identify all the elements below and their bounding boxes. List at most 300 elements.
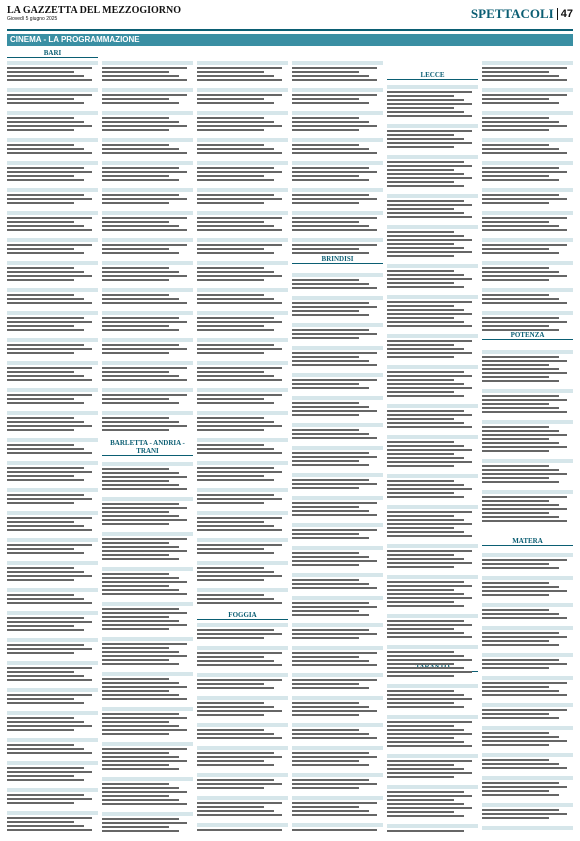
listing-line-placeholder — [197, 325, 264, 327]
cinema-name-placeholder — [482, 576, 573, 580]
listing-line-placeholder — [102, 480, 169, 482]
listing-line-placeholder — [292, 506, 359, 508]
listing-line-placeholder — [387, 480, 454, 482]
listing-line-placeholder — [102, 375, 179, 377]
listing-line-placeholder — [197, 602, 282, 604]
listing-line-placeholder — [197, 179, 274, 181]
cinema-name-placeholder — [387, 474, 478, 478]
listing-line-placeholder — [7, 475, 74, 477]
cinema-name-placeholder — [7, 688, 98, 692]
listing-line-placeholder — [102, 221, 169, 223]
listing-line-placeholder — [102, 616, 169, 618]
listing-line-placeholder — [482, 229, 567, 231]
listing-line-placeholder — [102, 830, 179, 832]
listing-line-placeholder — [387, 741, 464, 743]
cinema-name-placeholder — [482, 553, 573, 557]
listing-line-placeholder — [292, 614, 369, 616]
listing-line-placeholder — [482, 356, 559, 358]
listing-line-placeholder — [197, 479, 274, 481]
listing-line-placeholder — [387, 418, 454, 420]
listing-line-placeholder — [387, 449, 472, 451]
listing-line-placeholder — [387, 239, 472, 241]
cinema-name-placeholder — [387, 295, 478, 299]
listing-line-placeholder — [7, 467, 84, 469]
listing-line-placeholder — [7, 548, 74, 550]
listing-line-placeholder — [387, 348, 464, 350]
listing-line-placeholder — [292, 102, 369, 104]
listing-line-placeholder — [7, 167, 84, 169]
listing-line-placeholder — [292, 387, 369, 389]
listing-line-placeholder — [482, 794, 559, 796]
listing-line-placeholder — [102, 476, 187, 478]
listing-line-placeholder — [102, 651, 179, 653]
listing-line-placeholder — [7, 121, 84, 123]
cinema-name-placeholder — [197, 773, 288, 777]
listing-line-placeholder — [482, 202, 549, 204]
listing-line-placeholder — [387, 511, 472, 513]
listing-line-placeholder — [102, 752, 169, 754]
listing-line-placeholder — [197, 806, 264, 808]
listing-line-placeholder — [387, 799, 454, 801]
listing-line-placeholder — [482, 244, 567, 246]
city-heading-brindisi: BRINDISI — [292, 255, 383, 264]
cinema-name-placeholder — [387, 824, 478, 828]
listing-line-placeholder — [102, 244, 187, 246]
listing-line-placeholder — [102, 175, 169, 177]
listing-line-placeholder — [482, 376, 549, 378]
cinema-name-placeholder — [482, 603, 573, 607]
listing-line-placeholder — [102, 417, 169, 419]
cinema-name-placeholder — [102, 311, 193, 315]
listing-line-placeholder — [292, 117, 359, 119]
listing-line-placeholder — [292, 79, 377, 81]
cinema-name-placeholder — [197, 696, 288, 700]
listing-line-placeholder — [482, 248, 549, 250]
cinema-name-placeholder — [197, 823, 288, 827]
listing-line-placeholder — [482, 817, 549, 819]
listing-line-placeholder — [387, 107, 454, 109]
listing-line-placeholder — [292, 202, 359, 204]
listing-line-placeholder — [387, 566, 454, 568]
cinema-name-placeholder — [197, 88, 288, 92]
listing-line-placeholder — [292, 510, 369, 512]
listing-line-placeholder — [102, 713, 179, 715]
cinema-name-placeholder — [102, 812, 193, 816]
listing-line-placeholder — [197, 714, 264, 716]
listing-line-placeholder — [482, 144, 549, 146]
listing-line-placeholder — [102, 488, 187, 490]
cinema-name-placeholder — [7, 411, 98, 415]
listing-line-placeholder — [197, 125, 282, 127]
listing-line-placeholder — [7, 94, 92, 96]
listing-line-placeholder — [387, 550, 472, 552]
listing-line-placeholder — [482, 442, 559, 444]
listing-line-placeholder — [482, 364, 549, 366]
listing-line-placeholder — [102, 225, 179, 227]
listing-line-placeholder — [292, 144, 359, 146]
cinema-name-placeholder — [7, 811, 98, 815]
listing-line-placeholder — [292, 352, 377, 354]
listing-line-placeholder — [197, 402, 274, 404]
listing-line-placeholder — [102, 519, 187, 521]
listing-line-placeholder — [387, 632, 464, 634]
listing-line-placeholder — [482, 117, 549, 119]
listing-line-placeholder — [102, 429, 169, 431]
listing-line-placeholder — [102, 643, 187, 645]
listing-line-placeholder — [102, 803, 187, 805]
listing-line-placeholder — [102, 717, 187, 719]
listing-line-placeholder — [7, 275, 92, 277]
listing-line-placeholder — [7, 598, 84, 600]
listing-line-placeholder — [482, 329, 559, 331]
listing-line-placeholder — [292, 221, 359, 223]
listing-line-placeholder — [7, 675, 84, 677]
listing-line-placeholder — [482, 759, 549, 761]
listing-line-placeholder — [7, 71, 74, 73]
listing-line-placeholder — [387, 811, 454, 813]
listing-line-placeholder — [292, 456, 377, 458]
listing-line-placeholder — [102, 194, 179, 196]
listing-line-placeholder — [482, 786, 567, 788]
cinema-name-placeholder — [292, 346, 383, 350]
listing-line-placeholder — [387, 255, 454, 257]
listing-line-placeholder — [482, 179, 559, 181]
listing-line-placeholder — [482, 732, 549, 734]
listing-line-placeholder — [482, 426, 549, 428]
listing-line-placeholder — [482, 198, 567, 200]
cinema-name-placeholder — [102, 532, 193, 536]
listing-line-placeholder — [387, 776, 454, 778]
cinema-name-placeholder — [292, 823, 383, 827]
cinema-name-placeholder — [292, 188, 383, 192]
cinema-name-placeholder — [102, 388, 193, 392]
listing-line-placeholder — [102, 367, 187, 369]
listing-line-placeholder — [387, 585, 472, 587]
listing-line-placeholder — [482, 617, 567, 619]
listing-line-placeholder — [102, 302, 187, 304]
listing-line-placeholder — [7, 394, 92, 396]
cinema-name-placeholder — [197, 288, 288, 292]
listing-line-placeholder — [482, 504, 559, 506]
listing-line-placeholder — [482, 321, 567, 323]
listing-line-placeholder — [387, 173, 464, 175]
listing-line-placeholder — [7, 329, 84, 331]
listing-line-placeholder — [102, 791, 187, 793]
listing-line-placeholder — [102, 248, 169, 250]
listing-line-placeholder — [7, 821, 74, 823]
listing-line-placeholder — [7, 621, 92, 623]
listing-line-placeholder — [482, 395, 559, 397]
listing-line-placeholder — [7, 179, 84, 181]
listing-line-placeholder — [482, 372, 567, 374]
cinema-name-placeholder — [7, 211, 98, 215]
listing-line-placeholder — [7, 521, 74, 523]
listing-line-placeholder — [292, 67, 377, 69]
listing-line-placeholder — [387, 620, 464, 622]
listing-line-placeholder — [197, 329, 274, 331]
listing-line-placeholder — [7, 452, 92, 454]
cinema-name-placeholder — [482, 490, 573, 494]
listing-line-placeholder — [197, 729, 264, 731]
listing-line-placeholder — [292, 664, 377, 666]
listing-line-placeholder — [197, 683, 264, 685]
listing-line-placeholder — [482, 403, 549, 405]
listing-line-placeholder — [197, 706, 274, 708]
listing-line-placeholder — [292, 125, 377, 127]
listing-line-placeholder — [102, 425, 187, 427]
listing-line-placeholder — [292, 179, 369, 181]
listing-line-placeholder — [387, 91, 472, 93]
listing-line-placeholder — [387, 737, 454, 739]
cinema-name-placeholder — [482, 626, 573, 630]
listing-line-placeholder — [7, 725, 92, 727]
cinema-name-placeholder — [102, 361, 193, 365]
listing-line-placeholder — [7, 721, 84, 723]
listing-line-placeholder — [482, 477, 549, 479]
listing-line-placeholder — [7, 567, 74, 569]
listing-line-placeholder — [482, 473, 567, 475]
cinema-name-placeholder — [387, 505, 478, 509]
listing-line-placeholder — [7, 367, 92, 369]
listing-line-placeholder — [387, 169, 454, 171]
listing-line-placeholder — [102, 271, 179, 273]
listing-line-placeholder — [197, 367, 282, 369]
listing-line-placeholder — [102, 678, 169, 680]
listing-line-placeholder — [7, 344, 84, 346]
listing-line-placeholder — [197, 348, 282, 350]
cinema-name-placeholder — [387, 544, 478, 548]
listing-line-placeholder — [102, 402, 179, 404]
listing-line-placeholder — [292, 533, 359, 535]
cinema-name-placeholder — [7, 461, 98, 465]
listing-line-placeholder — [7, 417, 74, 419]
listing-line-placeholder — [7, 302, 92, 304]
cinema-name-placeholder — [197, 161, 288, 165]
listing-line-placeholder — [197, 167, 274, 169]
masthead: LA GAZZETTA DEL MEZZOGIORNO — [7, 5, 182, 16]
listing-line-placeholder — [102, 523, 169, 525]
listing-line-placeholder — [482, 667, 549, 669]
listing-line-placeholder — [102, 394, 187, 396]
listing-line-placeholder — [197, 594, 264, 596]
cinema-name-placeholder — [197, 111, 288, 115]
listing-line-placeholder — [102, 252, 179, 254]
listing-line-placeholder — [197, 225, 274, 227]
listing-line-placeholder — [102, 468, 169, 470]
listing-line-placeholder — [197, 379, 282, 381]
cinema-name-placeholder — [482, 161, 573, 165]
cinema-name-placeholder — [482, 350, 573, 354]
listing-line-placeholder — [102, 620, 179, 622]
listing-line-placeholder — [197, 467, 274, 469]
listing-line-placeholder — [7, 429, 74, 431]
listing-line-placeholder — [7, 552, 84, 554]
listing-line-placeholder — [7, 252, 84, 254]
listing-line-placeholder — [482, 500, 549, 502]
cinema-name-placeholder — [292, 796, 383, 800]
listing-line-placeholder — [292, 752, 369, 754]
listing-line-placeholder — [102, 321, 187, 323]
listing-line-placeholder — [482, 194, 559, 196]
listing-line-placeholder — [387, 562, 472, 564]
date-line: Giovedì 5 giugno 2025 — [7, 16, 58, 22]
cinema-name-placeholder — [387, 645, 478, 649]
listing-line-placeholder — [292, 383, 359, 385]
listing-line-placeholder — [482, 221, 549, 223]
listing-line-placeholder — [387, 231, 454, 233]
listing-line-placeholder — [102, 79, 187, 81]
listing-line-placeholder — [102, 484, 179, 486]
listing-line-placeholder — [482, 767, 567, 769]
listing-line-placeholder — [197, 737, 282, 739]
listing-line-placeholder — [482, 586, 559, 588]
listing-line-placeholder — [197, 802, 282, 804]
cinema-name-placeholder — [197, 261, 288, 265]
listing-line-placeholder — [387, 706, 464, 708]
listing-line-placeholder — [387, 496, 464, 498]
listing-line-placeholder — [292, 364, 377, 366]
listing-line-placeholder — [292, 710, 377, 712]
listing-line-placeholder — [102, 826, 169, 828]
listing-line-placeholder — [292, 814, 377, 816]
cinema-name-placeholder — [102, 777, 193, 781]
listing-line-placeholder — [7, 648, 92, 650]
listing-line-placeholder — [102, 659, 169, 661]
listing-line-placeholder — [7, 67, 92, 69]
listing-line-placeholder — [292, 529, 377, 531]
listing-line-placeholder — [7, 425, 92, 427]
listing-line-placeholder — [7, 444, 74, 446]
cinema-name-placeholder — [7, 638, 98, 642]
cinema-name-placeholder — [387, 715, 478, 719]
listing-line-placeholder — [482, 102, 559, 104]
city-heading-foggia: FOGGIA — [197, 611, 288, 620]
listing-line-placeholder — [197, 652, 282, 654]
cinema-name-placeholder — [387, 785, 478, 789]
listing-line-placeholder — [482, 171, 567, 173]
listing-line-placeholder — [292, 121, 369, 123]
listing-line-placeholder — [7, 579, 74, 581]
listing-line-placeholder — [102, 581, 187, 583]
cinema-name-placeholder — [292, 161, 383, 165]
listing-line-placeholder — [197, 121, 274, 123]
cinema-name-placeholder — [102, 742, 193, 746]
listing-line-placeholder — [197, 733, 274, 735]
page-header — [7, 6, 573, 28]
listing-line-placeholder — [387, 601, 454, 603]
cinema-name-placeholder — [7, 361, 98, 365]
listing-line-placeholder — [387, 414, 472, 416]
listing-line-placeholder — [482, 380, 559, 382]
listing-line-placeholder — [387, 768, 464, 770]
listing-line-placeholder — [387, 208, 454, 210]
listing-line-placeholder — [292, 283, 369, 285]
cinema-name-placeholder — [482, 420, 573, 424]
listing-line-placeholder — [102, 298, 179, 300]
listing-line-placeholder — [292, 783, 377, 785]
listing-line-placeholder — [7, 229, 92, 231]
listing-line-placeholder — [387, 142, 472, 144]
listing-line-placeholder — [292, 687, 369, 689]
cinema-name-placeholder — [7, 111, 98, 115]
listing-line-placeholder — [387, 663, 454, 665]
listing-line-placeholder — [102, 275, 187, 277]
listing-line-placeholder — [7, 498, 92, 500]
listing-line-placeholder — [7, 802, 74, 804]
listing-line-placeholder — [387, 204, 472, 206]
cinema-name-placeholder — [7, 261, 98, 265]
listing-line-placeholder — [197, 814, 282, 816]
listing-line-placeholder — [482, 94, 567, 96]
cinema-name-placeholder — [292, 773, 383, 777]
listing-line-placeholder — [197, 502, 264, 504]
cinema-name-placeholder — [482, 389, 573, 393]
listing-line-placeholder — [197, 252, 274, 254]
listing-line-placeholder — [292, 337, 359, 339]
listing-line-placeholder — [102, 102, 179, 104]
listing-line-placeholder — [482, 740, 567, 742]
listing-line-placeholder — [7, 471, 92, 473]
listing-line-placeholder — [102, 129, 169, 131]
listing-line-placeholder — [387, 628, 454, 630]
listing-line-placeholder — [292, 564, 359, 566]
listing-line-placeholder — [7, 825, 84, 827]
listing-line-placeholder — [482, 594, 549, 596]
listing-line-placeholder — [387, 465, 454, 467]
listing-line-placeholder — [7, 102, 84, 104]
cinema-name-placeholder — [292, 88, 383, 92]
listing-line-placeholder — [197, 198, 282, 200]
listing-line-placeholder — [292, 244, 377, 246]
listing-line-placeholder — [197, 144, 264, 146]
listing-line-placeholder — [197, 71, 264, 73]
cinema-name-placeholder — [7, 511, 98, 515]
listing-line-placeholder — [197, 302, 282, 304]
listing-line-placeholder — [7, 625, 74, 627]
listing-line-placeholder — [102, 768, 179, 770]
listing-line-placeholder — [7, 829, 92, 831]
listing-line-placeholder — [102, 279, 169, 281]
listing-line-placeholder — [482, 167, 559, 169]
listing-line-placeholder — [7, 729, 74, 731]
cinema-name-placeholder — [197, 623, 288, 627]
listing-line-placeholder — [292, 656, 359, 658]
listing-line-placeholder — [197, 298, 274, 300]
listing-line-placeholder — [482, 682, 567, 684]
listing-line-placeholder — [482, 508, 567, 510]
listing-line-placeholder — [387, 515, 454, 517]
listing-line-placeholder — [482, 275, 567, 277]
listing-line-placeholder — [102, 764, 169, 766]
listing-line-placeholder — [102, 799, 179, 801]
listing-line-placeholder — [387, 216, 472, 218]
listing-line-placeholder — [102, 698, 187, 700]
listing-line-placeholder — [292, 652, 377, 654]
column-4 — [292, 49, 383, 839]
listing-line-placeholder — [292, 429, 359, 431]
cinema-name-placeholder — [197, 796, 288, 800]
listing-line-placeholder — [482, 613, 559, 615]
listing-line-placeholder — [102, 507, 187, 509]
listing-line-placeholder — [387, 554, 454, 556]
listing-line-placeholder — [387, 309, 464, 311]
cinema-name-placeholder — [482, 753, 573, 757]
listing-line-placeholder — [7, 752, 92, 754]
cinema-name-placeholder — [482, 726, 573, 730]
listing-line-placeholder — [292, 148, 369, 150]
listing-line-placeholder — [387, 247, 464, 249]
listing-line-placeholder — [482, 809, 559, 811]
